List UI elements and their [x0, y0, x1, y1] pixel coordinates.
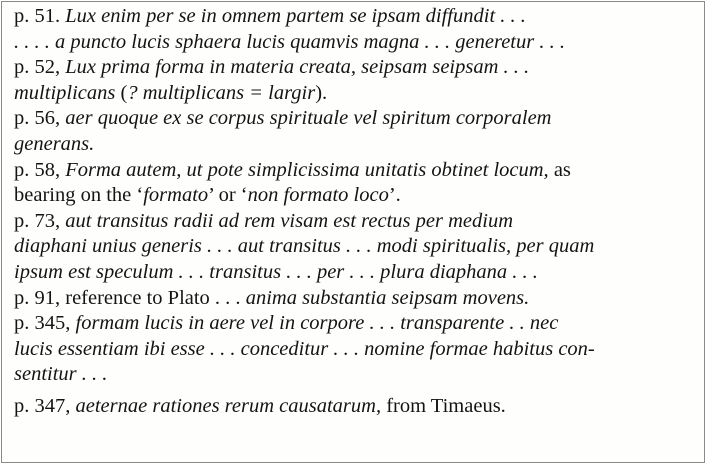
- plain-text: (: [115, 81, 128, 104]
- latin-quotation: Forma autem, ut pote simplicissima unitatis obtinet locum,: [65, 158, 549, 181]
- text-line: [14, 158, 698, 184]
- latin-quotation: multiplicans: [14, 81, 116, 104]
- note-entry: [14, 209, 698, 286]
- plain-text: from Timaeus.: [381, 394, 506, 417]
- plain-text: p. 52,: [14, 56, 66, 79]
- text-line: [14, 260, 698, 286]
- latin-quotation: anima substantia seipsam movens.: [245, 286, 530, 309]
- note-entry: [14, 55, 698, 106]
- text-line: [14, 30, 698, 56]
- plain-text: p. 51.: [14, 5, 66, 27]
- plain-text: bearing on the ‘: [14, 184, 144, 207]
- plain-text: ’.: [388, 184, 401, 207]
- latin-quotation: Lux prima forma in materia creata, seipsam seipsam . . .: [65, 56, 530, 79]
- plain-text: as: [548, 158, 571, 181]
- note-entry: [14, 106, 698, 157]
- plain-text: ).: [315, 81, 328, 104]
- latin-quotation: Lux enim per se in omnem partem se ipsam diffundit . . .: [65, 5, 526, 27]
- text-line: [14, 209, 698, 235]
- text-line: [14, 55, 698, 81]
- text-line: [14, 106, 698, 132]
- plain-text: p. 91, reference to Plato . . .: [14, 286, 246, 309]
- text-line: [14, 183, 698, 209]
- latin-quotation: generans.: [14, 132, 95, 155]
- note-entry: [14, 4, 698, 55]
- plain-text: p. 73,: [14, 209, 66, 232]
- note-entry: [14, 311, 698, 388]
- latin-quotation: aer quoque ex se corpus spirituale vel spiritum corporalem: [65, 107, 552, 130]
- text-line: [14, 311, 698, 337]
- latin-quotation: formato: [143, 184, 209, 207]
- text-line: [14, 337, 698, 363]
- page-frame: [1, 1, 705, 463]
- latin-quotation: sentitur . . .: [14, 363, 108, 386]
- text-line: [14, 286, 698, 312]
- text-line: [14, 132, 698, 158]
- note-entry: [14, 394, 698, 420]
- text-line: [14, 234, 698, 260]
- text-line: [14, 362, 698, 388]
- latin-quotation: . . . . a puncto lucis sphaera lucis quamvis magna . . . generetur . . .: [14, 30, 565, 53]
- latin-quotation: ipsum est speculum . . . transitus . . . per . . . plura diaphana . . .: [14, 260, 538, 283]
- latin-quotation: lucis essentiam ibi esse . . . conceditur . . . nomine formae habitus con-: [14, 337, 595, 360]
- plain-text: p. 345,: [14, 312, 76, 335]
- latin-quotation: non formato loco: [247, 184, 389, 207]
- latin-quotation: ? multiplicans = largir: [127, 81, 316, 104]
- text-line: [14, 394, 698, 420]
- plain-text: p. 56,: [14, 107, 66, 130]
- notes-page: [14, 4, 698, 420]
- plain-text: p. 58,: [14, 158, 66, 181]
- latin-quotation: formam lucis in aere vel in corpore . . . transparente . . nec: [75, 312, 559, 335]
- plain-text: p. 347,: [14, 394, 76, 417]
- latin-quotation: aut transitus radii ad rem visam est rectus per medium: [65, 209, 513, 232]
- text-line: [14, 81, 698, 107]
- note-entry: [14, 286, 698, 312]
- note-entry: [14, 158, 698, 209]
- latin-quotation: aeternae rationes rerum causatarum,: [75, 394, 382, 417]
- plain-text: ’ or ‘: [208, 184, 248, 207]
- latin-quotation: diaphani unius generis . . . aut transitus . . . modi spiritualis, per quam: [14, 235, 595, 258]
- text-line: [14, 4, 698, 30]
